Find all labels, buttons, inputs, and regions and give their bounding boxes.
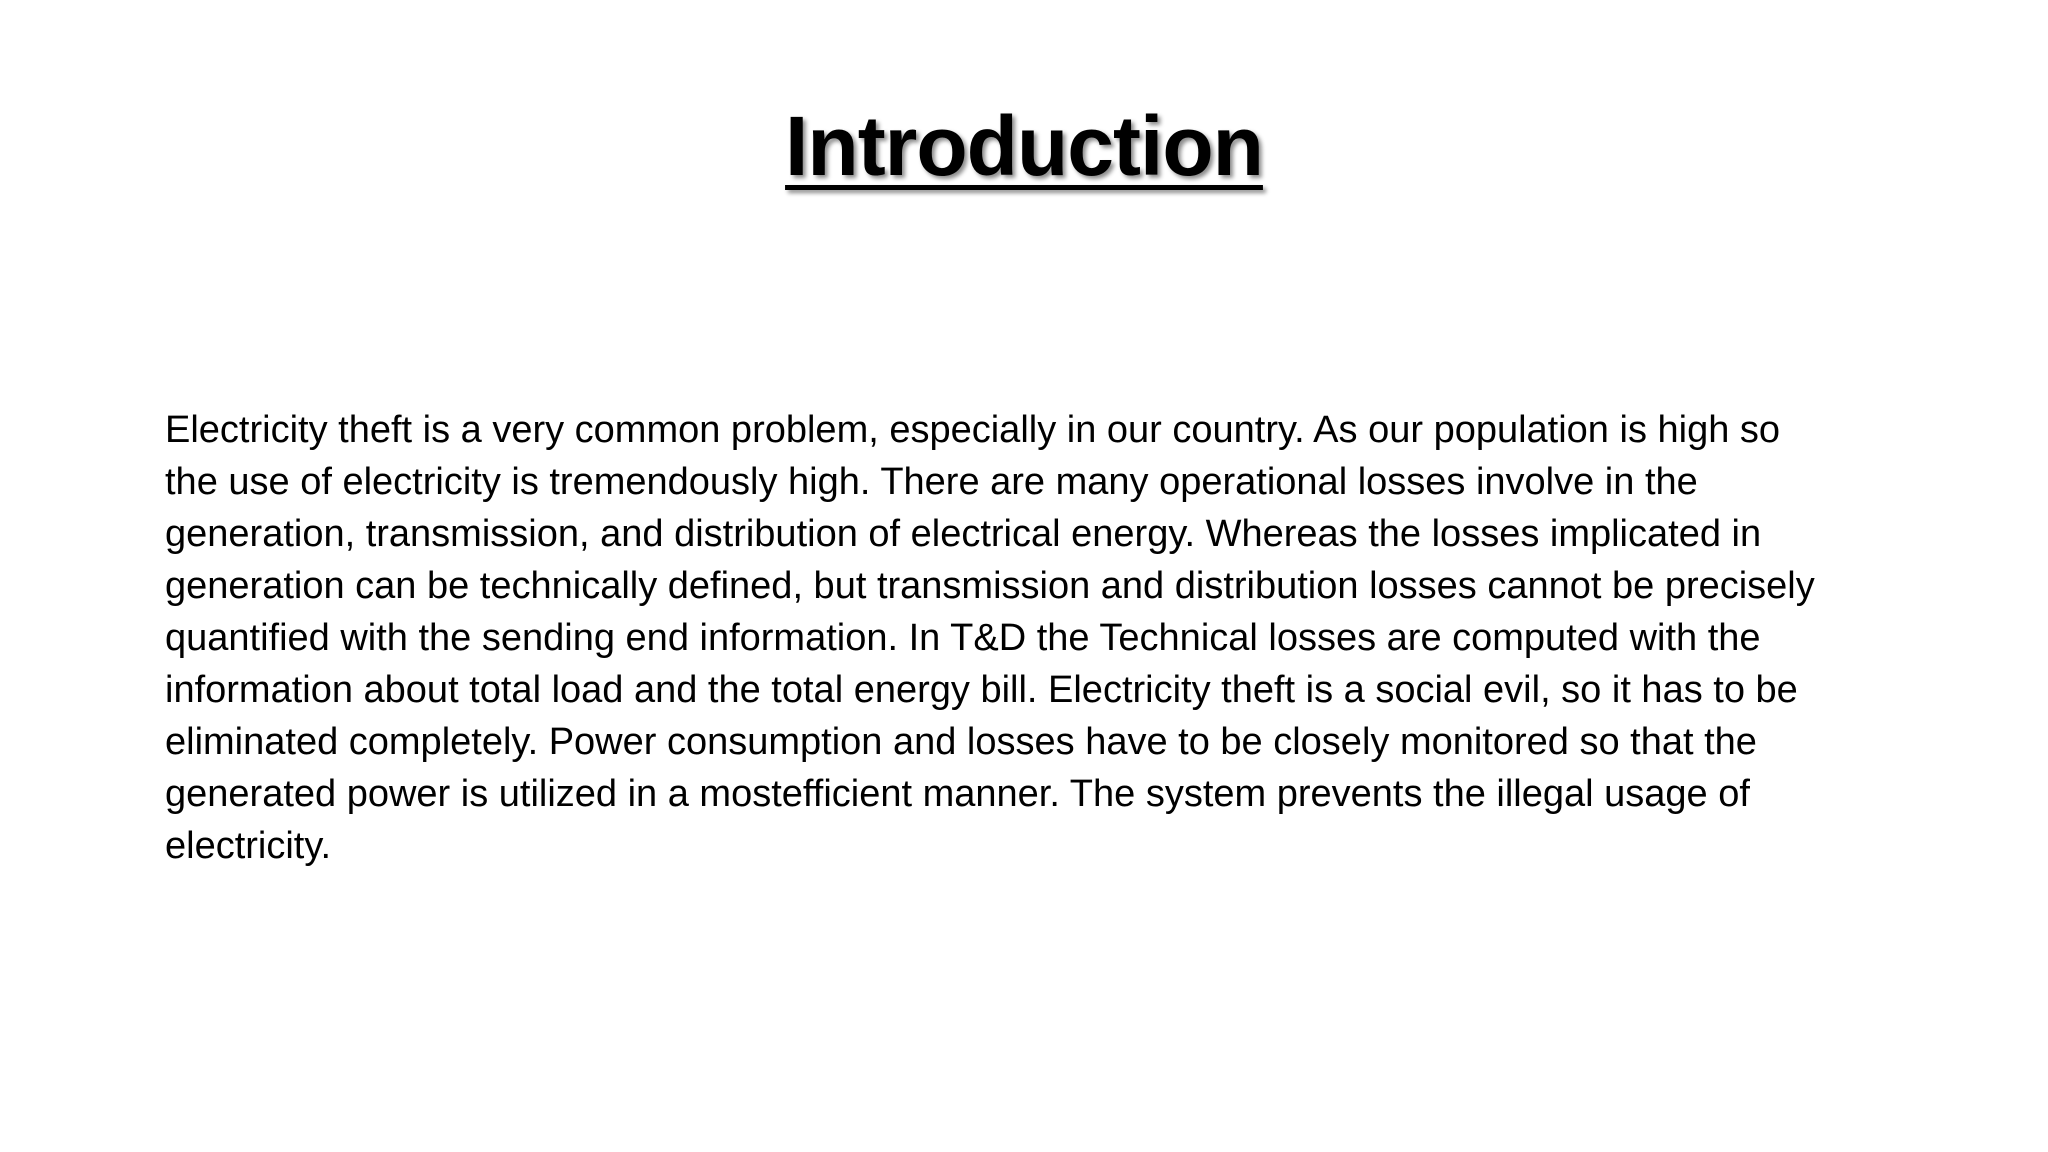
body-line: Electricity theft is a very common problem, especially in our country. As our population is high so <box>165 409 1781 451</box>
body-line: quantified with the sending end information. In T&D the Technical losses are computed with the <box>165 617 1761 659</box>
slide-title: Introduction <box>785 99 1263 193</box>
body-line: generation, transmission, and distribution of electrical energy. Whereas the losses implicated in <box>165 513 1762 555</box>
body-line: electricity. <box>165 825 332 867</box>
body-line: eliminated completely. Power consumption and losses have to be closely monitored so that the <box>165 721 1757 763</box>
body-line: generation can be technically defined, but transmission and distribution losses cannot be precisely <box>165 565 1815 607</box>
body-line: generated power is utilized in a mostefficient manner. The system prevents the illegal usage of <box>165 773 1750 815</box>
body-line: information about total load and the total energy bill. Electricity theft is a social evil, so it has to be <box>165 669 1798 711</box>
body-line: the use of electricity is tremendously high. There are many operational losses involve in the <box>165 461 1698 503</box>
slide-body-paragraph <box>165 404 1905 872</box>
